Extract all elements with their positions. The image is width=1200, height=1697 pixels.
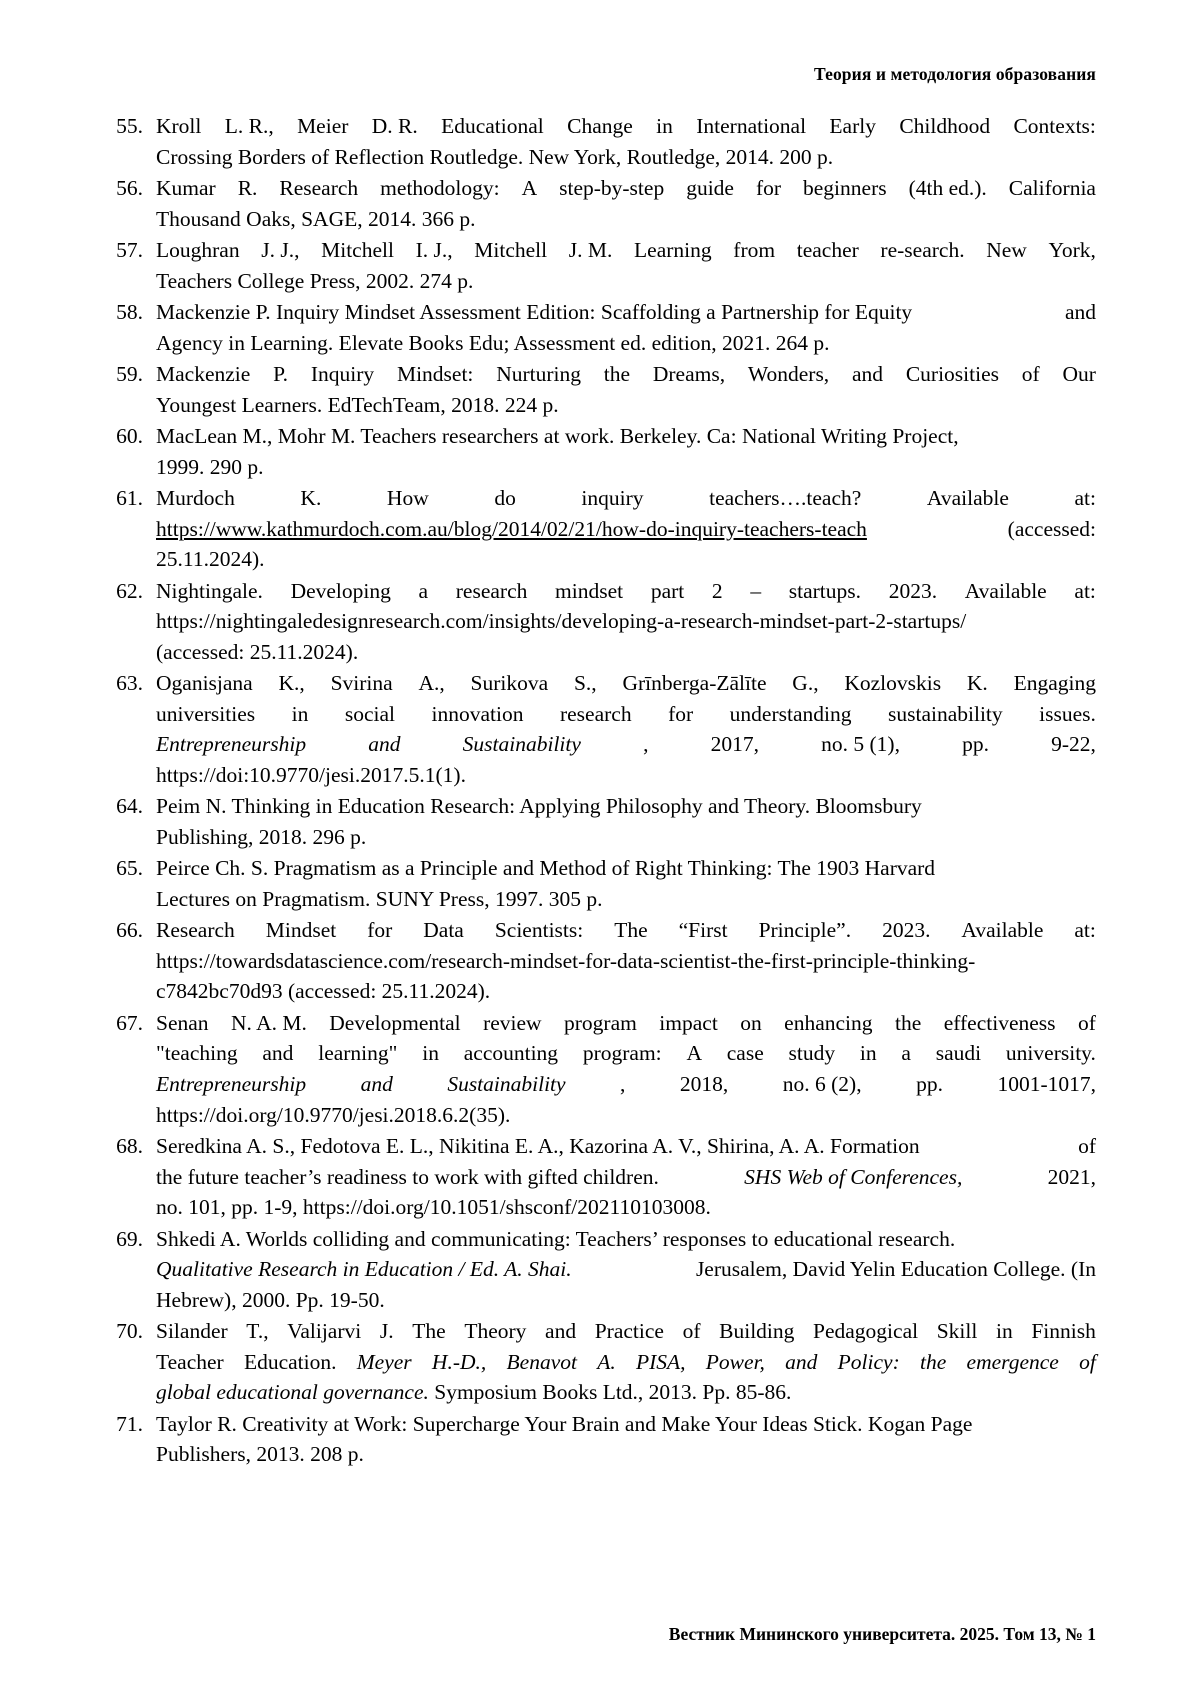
- reference-item: [104, 1008, 1096, 1130]
- reference-link[interactable]: https://www.kathmurdoch.com.au/blog/2014/02/21/how-do-inquiry-teachers-teach: [156, 516, 867, 541]
- reference-item: [104, 915, 1096, 1007]
- reference-number: 70.: [116, 1319, 143, 1344]
- reference-text: Peim N. Thinking in Education Research: Applying Philosophy and Theory. Bloomsbury Publishing, 2018. 296 p.: [156, 794, 922, 849]
- reference-number: 69.: [116, 1226, 143, 1251]
- reference-number: 63.: [116, 671, 143, 696]
- page-footer: Вестник Мининского университета. 2025. Том 13, № 1: [668, 1624, 1096, 1644]
- reference-text: Mackenzie P. Inquiry Mindset Assessment Edition: Scaffolding a Partnership for Equity and Agency in Learning. Elevate Books Edu; Assessment ed. edition, 2021. 264 p.: [156, 300, 1096, 355]
- reference-item: [104, 297, 1096, 358]
- reference-text: Taylor R. Creativity at Work: Supercharge Your Brain and Make Your Ideas Stick. Kogan Page Publishers, 2013. 208 p.: [156, 1411, 973, 1467]
- reference-item: [104, 1224, 1096, 1316]
- reference-number: 64.: [116, 794, 143, 819]
- reference-item: [104, 359, 1096, 420]
- reference-text: Seredkina A. S., Fedotova E. L., Nikitina E. A., Kazorina A. V., Shirina, A. A. Formation of the future teacher’s readiness to work with gifted children. SHS Web of Conferences, 2021, no. 101, pp. 1-9, https://doi.org/10.1051/shsconf/202110103008.: [156, 1134, 1096, 1220]
- reference-number: 62.: [116, 578, 143, 603]
- reference-text: Peirce Ch. S. Pragmatism as a Principle and Method of Right Thinking: The 1903 Harvard Lectures on Pragmatism. SUNY Press, 1997. 305 p.: [156, 856, 936, 911]
- reference-item: [104, 1409, 1096, 1470]
- reference-item: [104, 576, 1096, 668]
- reference-list: [104, 111, 1096, 1470]
- reference-number: 60.: [116, 424, 143, 449]
- reference-number: 67.: [116, 1010, 143, 1035]
- reference-item: [104, 853, 1096, 914]
- reference-item: [104, 1131, 1096, 1223]
- reference-number: 56.: [116, 176, 143, 201]
- reference-number: 58.: [116, 300, 143, 325]
- reference-number: 71.: [116, 1411, 143, 1436]
- reference-number: 55.: [116, 114, 143, 138]
- reference-item: [104, 173, 1096, 234]
- reference-item: [104, 1316, 1096, 1408]
- reference-item: [104, 421, 1096, 482]
- reference-number: 57.: [116, 238, 143, 263]
- reference-text: Research Mindset for Data Scientists: The “First Principle”. 2023. Available at: https://towardsdatascience.com/research-mindset-for-data-scientist-the-first-principle-thinking- c7842bc70d93 (accessed: 25.11.2024).: [156, 918, 1096, 1004]
- reference-text: Loughran J. J., Mitchell I. J., Mitchell J. M. Learning from teacher re-search. New York, Teachers College Press, 2002. 274 p.: [156, 238, 1096, 293]
- reference-text: Kroll L. R., Meier D. R. Educational Change in International Early Childhood Contexts: Crossing Borders of Reflection Routledge. New York, Routledge, 2014. 200 p.: [156, 114, 1096, 169]
- reference-text: Senan N. A. M. Developmental review program impact on enhancing the effectiveness of "teaching and learning" in accounting program: A case study in a saudi university. Entrepreneurship and Sustainability , 2018, no. 6 (2), pp. 1001-1017, https://doi.org/10.9770/jesi.2018.6.2(35).: [156, 1010, 1096, 1127]
- reference-text: Oganisjana K., Svirina A., Surikova S., Grīnberga-Zālīte G., Kozlovskis K. Engaging universities in social innovation research for understanding sustainability issues. Entrepreneurship and Sustainability , 2017, no. 5 (1), pp. 9-22, https://doi:10.9770/jesi.2017.5.1(1).: [156, 671, 1096, 787]
- reference-item: [104, 668, 1096, 790]
- reference-item: [104, 111, 1096, 172]
- reference-text: MacLean M., Mohr M. Teachers researchers at work. Berkeley. Ca: National Writing Project, 1999. 290 p.: [156, 424, 959, 479]
- reference-text: Kumar R. Research methodology: A step-by-step guide for beginners (4th ed.). California Thousand Oaks, SAGE, 2014. 366 p.: [156, 176, 1096, 231]
- reference-text: Shkedi A. Worlds colliding and communicating: Teachers’ responses to educational research. Qualitative Research in Education / Ed. A. Shai. Jerusalem, David Yelin Education College. (In Hebrew), 2000. Pp. 19-50.: [156, 1226, 1096, 1312]
- reference-number: 65.: [116, 856, 143, 881]
- reference-number: 61.: [116, 486, 143, 511]
- reference-number: 59.: [116, 362, 143, 387]
- reference-text: Murdoch K. How do inquiry teachers….teach? Available at: https://www.kathmurdoch.com.au/blog/2014/02/21/how-do-inquiry-teachers-teach (accessed: 25.11.2024).: [156, 486, 1096, 572]
- reference-number: 66.: [116, 918, 143, 943]
- reference-text: Silander T., Valijarvi J. The Theory and Practice of Building Pedagogical Skill in Finnish Teacher Education. Meyer H.-D., Benavot A. PISA, Power, and Policy: the emergence of global educational governance. Symposium Books Ltd., 2013. Pp. 85-86.: [156, 1319, 1096, 1405]
- reference-text: Nightingale. Developing a research mindset part 2 – startups. 2023. Available at: https://nightingaledesignresearch.com/insights/developing-a-research-mindset-part-2-startups/ (accessed: 25.11.2024).: [156, 578, 1096, 664]
- reference-item: [104, 235, 1096, 296]
- reference-text: Mackenzie P. Inquiry Mindset: Nurturing the Dreams, Wonders, and Curiosities of Our Youngest Learners. EdTechTeam, 2018. 224 p.: [156, 362, 1096, 417]
- reference-number: 68.: [116, 1134, 143, 1159]
- running-head: Теория и методология образования: [813, 64, 1096, 84]
- reference-item: [104, 791, 1096, 852]
- reference-item: [104, 483, 1096, 575]
